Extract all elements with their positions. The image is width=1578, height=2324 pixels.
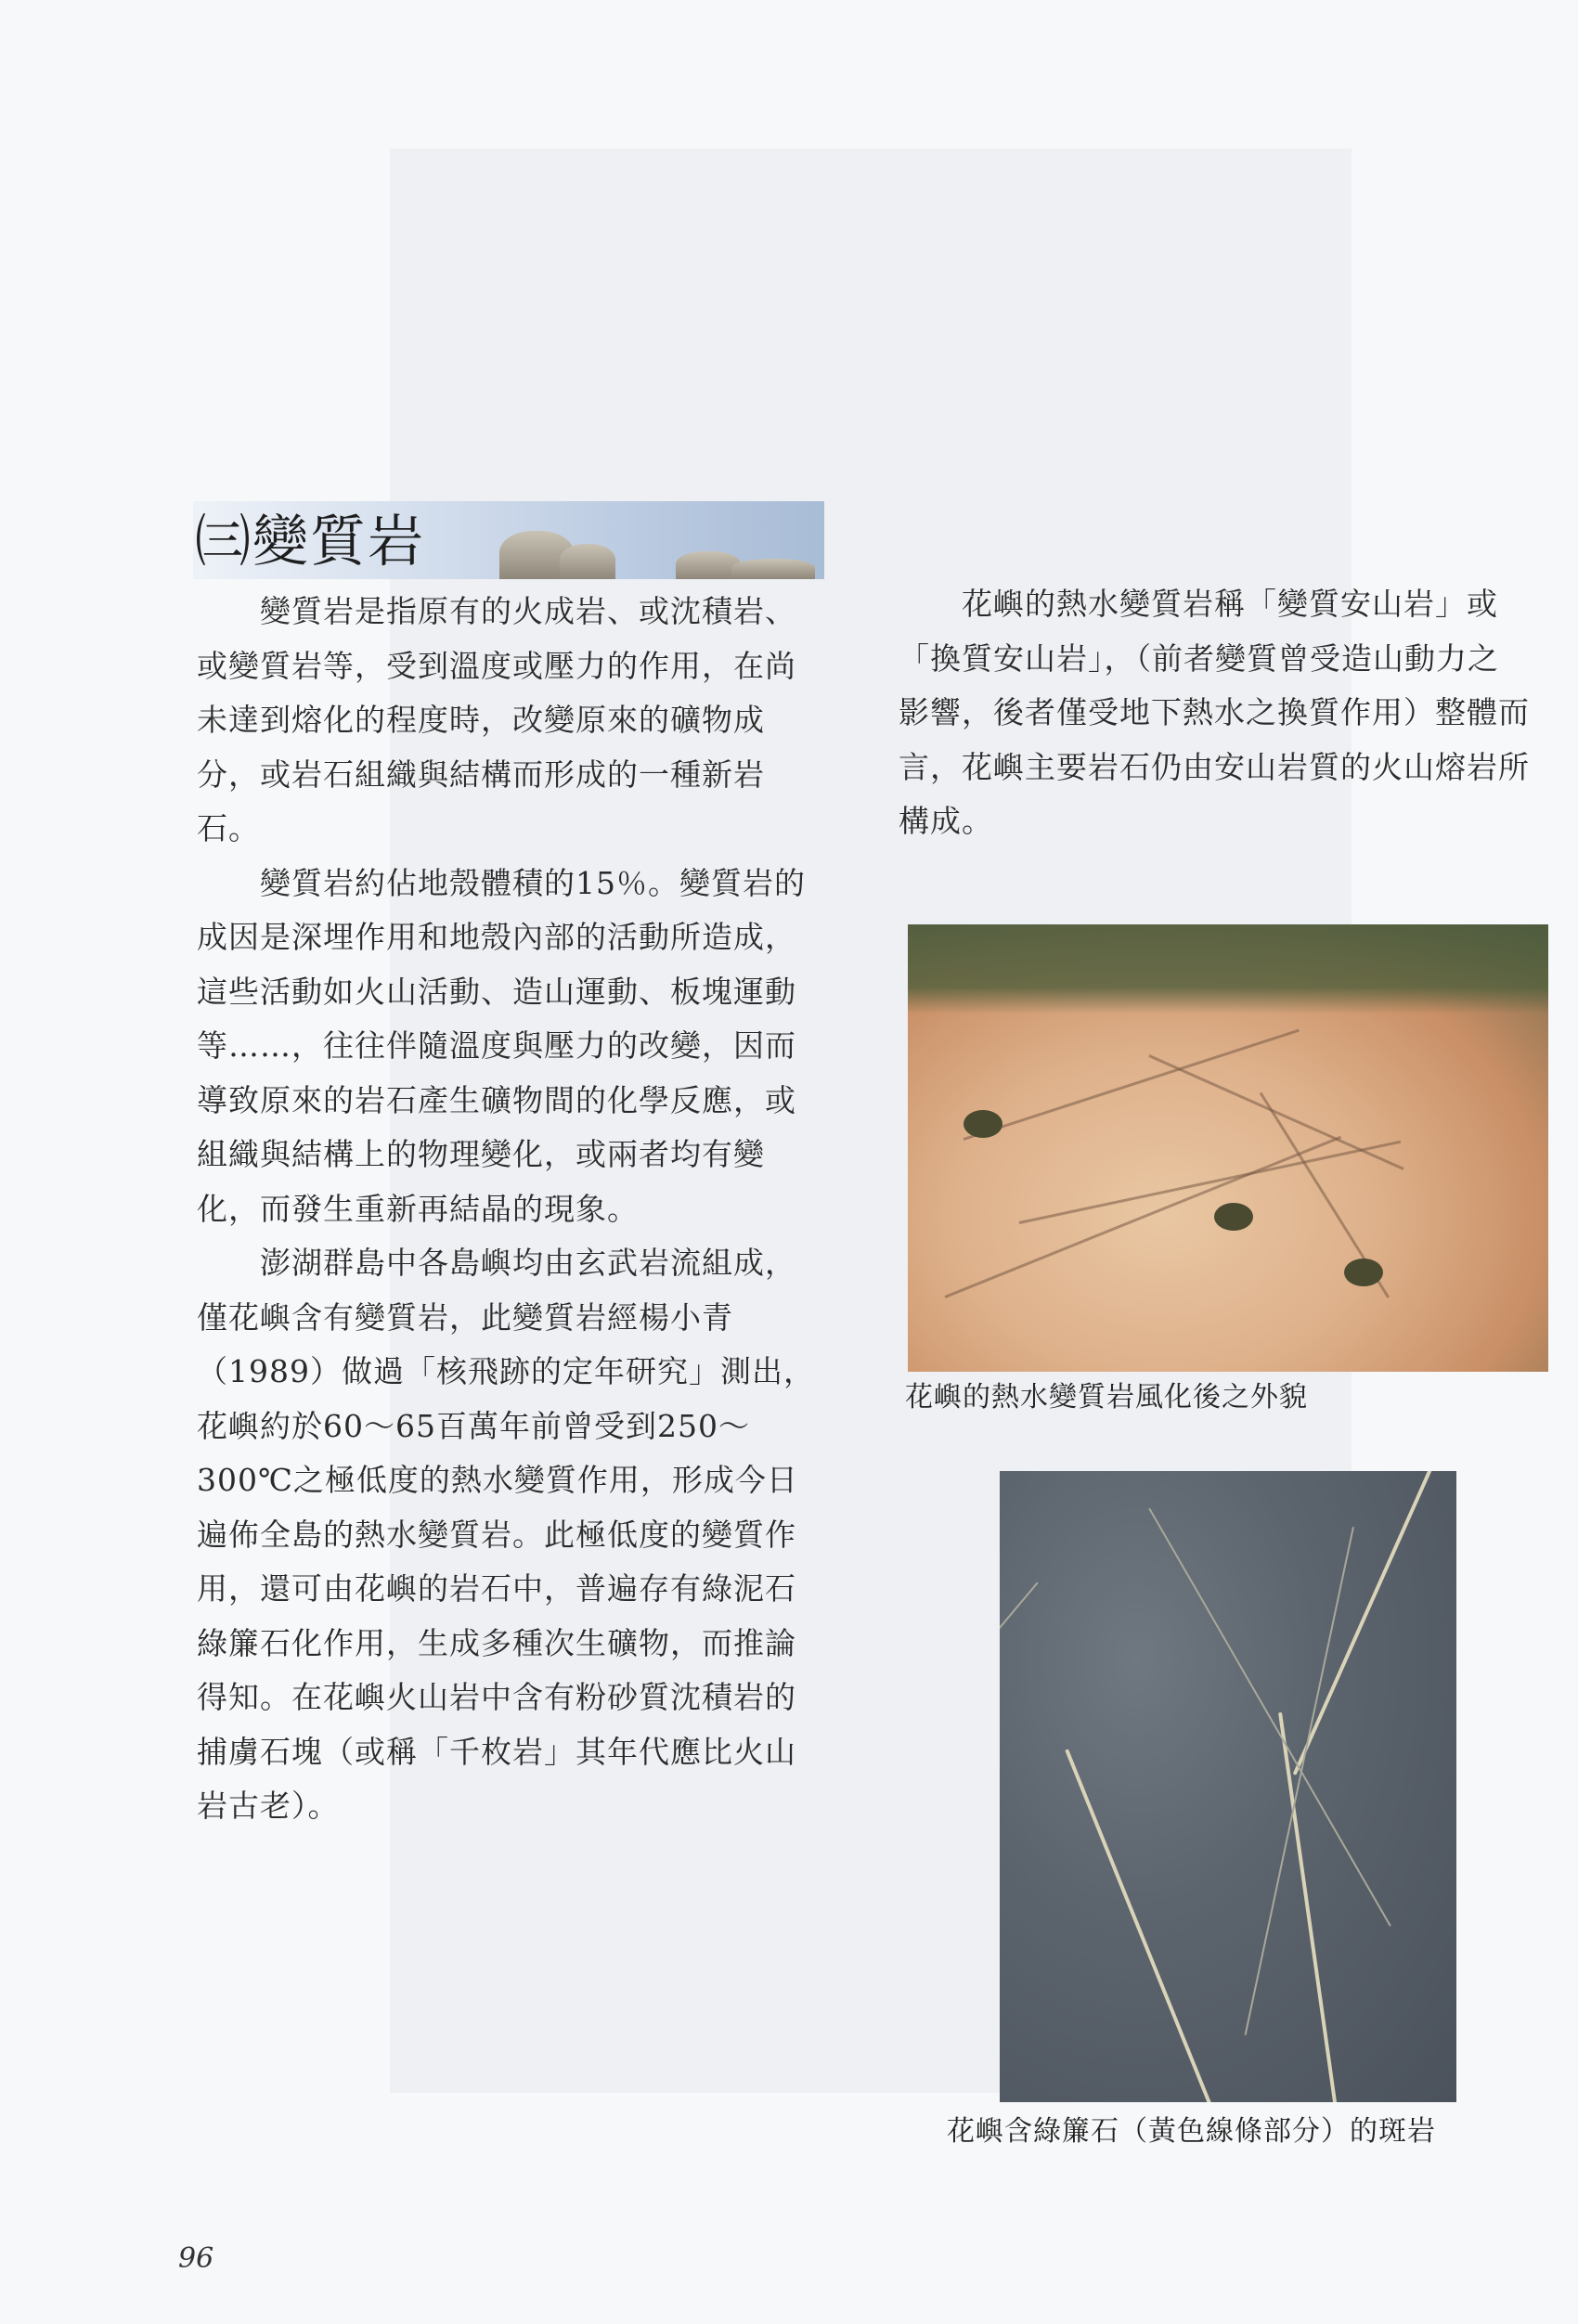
paragraph: 變質岩約佔地殼體積的15％。變質岩的成因是深埋作用和地殼內部的活動所造成，這些活動如火山活動、造山運動、板塊運動等……，往往伴隨溫度與壓力的改變，因而導致原來的岩石產生礦物間的化學反應，或組織與結構上的物理變化，或兩者均有變化，而發生重新再結晶的現象。 (197, 864, 806, 1227)
paragraph: 變質岩是指原有的火成岩、或沈積岩、或變質岩等，受到溫度或壓力的作用，在尚未達到熔化的程度時，改變原來的礦物成分，或岩石組織與結構而形成的一種新岩石。 (197, 593, 796, 846)
paragraph: 花嶼的熱水變質岩稱「變質安山岩」或「換質安山岩」，（前者變質曾受造山動力之影響，後者僅受地下熱水之換質作用）整體而言，花嶼主要岩石仍由安山岩質的火山熔岩所構成。 (899, 586, 1530, 839)
page-number: 96 (178, 2242, 214, 2275)
figure-caption: 花嶼的熱水變質岩風化後之外貌 (905, 1381, 1308, 1414)
left-text-column (197, 585, 819, 1834)
right-text-column (899, 577, 1530, 849)
paragraph: 澎湖群島中各島嶼均由玄武岩流組成，僅花嶼含有變質岩，此變質岩經楊小青（1989）做過「核飛跡的定年研究」測出，花嶼約於60～65百萬年前曾受到250～300℃之極低度的熱水變質作用，形成今日遍佈全島的熱水變質岩。此極低度的變質作用，還可由花嶼的岩石中，普遍存有綠泥石綠簾石化作用，生成多種次生礦物，而推論得知。在花嶼火山岩中含有粉砂質沈積岩的捕虜石塊（或稱「千枚岩」其年代應比火山岩古老）。 (197, 1245, 815, 1824)
banner-rock-image (731, 559, 815, 579)
epidote-porphyry-photo (1000, 1471, 1456, 2102)
figure-caption: 花嶼含綠簾石（黃色線條部分）的斑岩 (947, 2115, 1436, 2148)
section-heading: ㈢變質岩 (195, 510, 425, 575)
weathered-rock-photo (908, 924, 1548, 1372)
banner-rock-image (560, 544, 615, 579)
